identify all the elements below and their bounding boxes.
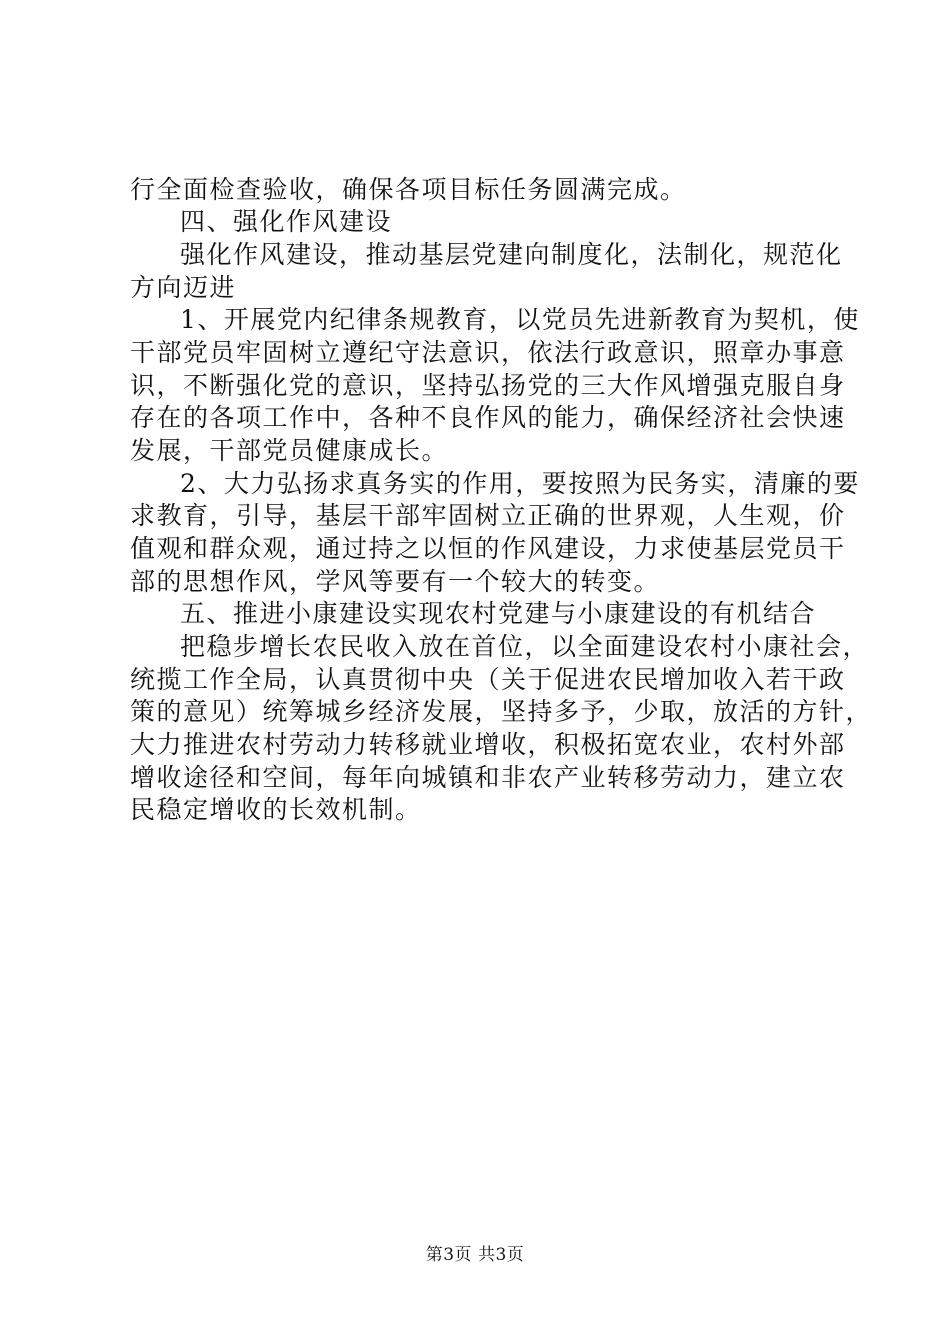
text-line: 求教育，引导，基层干部牢固树立正确的世界观，人生观，价 (130, 501, 846, 530)
text-line: 民稳定增收的长效机制。 (130, 795, 422, 824)
text-line: 把稳步增长农民收入放在首位，以全面建设农村小康社会， (180, 632, 870, 661)
text-line: 值观和群众观，通过持之以恒的作风建设，力求使基层党员干 (130, 534, 846, 563)
text-line: 策的意见）统筹城乡经济发展，坚持多予，少取，放活的方针， (130, 697, 873, 726)
section-heading-4: 四、强化作风建设 (180, 207, 393, 236)
text-line: 方向迈进 (130, 273, 237, 302)
text-line: 大力推进农村劳动力转移就业增收，积极拓宽农业，农村外部 (130, 730, 846, 759)
text-line: 1、开展党内纪律条规教育，以党员先进新教育为契机，使 (180, 305, 860, 334)
text-line: 增收途径和空间，每年向城镇和非农产业转移劳动力，建立农 (130, 763, 846, 792)
page-number-footer: 第3页 共3页 (425, 1245, 525, 1265)
text-line: 存在的各项工作中，各种不良作风的能力，确保经济社会快速 (130, 403, 846, 432)
section-heading-5: 五、推进小康建设实现农村党建与小康建设的有机结合 (180, 599, 817, 628)
text-line: 发展，干部党员健康成长。 (130, 436, 449, 465)
text-line: 识，不断强化党的意识，坚持弘扬党的三大作风增强克服自身 (130, 371, 846, 400)
text-line: 干部党员牢固树立遵纪守法意识，依法行政意识，照章办事意 (130, 338, 846, 367)
text-line: 强化作风建设，推动基层党建向制度化，法制化，规范化 (180, 240, 843, 269)
text-line: 统揽工作全局，认真贯彻中央（关于促进农民增加收入若干政 (130, 665, 846, 694)
text-line: 部的思想作风，学风等要有一个较大的转变。 (130, 567, 661, 596)
text-line: 2、大力弘扬求真务实的作用，要按照为民务实，清廉的要 (180, 469, 860, 498)
text-line: 行全面检查验收，确保各项目标任务圆满完成。 (130, 175, 687, 204)
